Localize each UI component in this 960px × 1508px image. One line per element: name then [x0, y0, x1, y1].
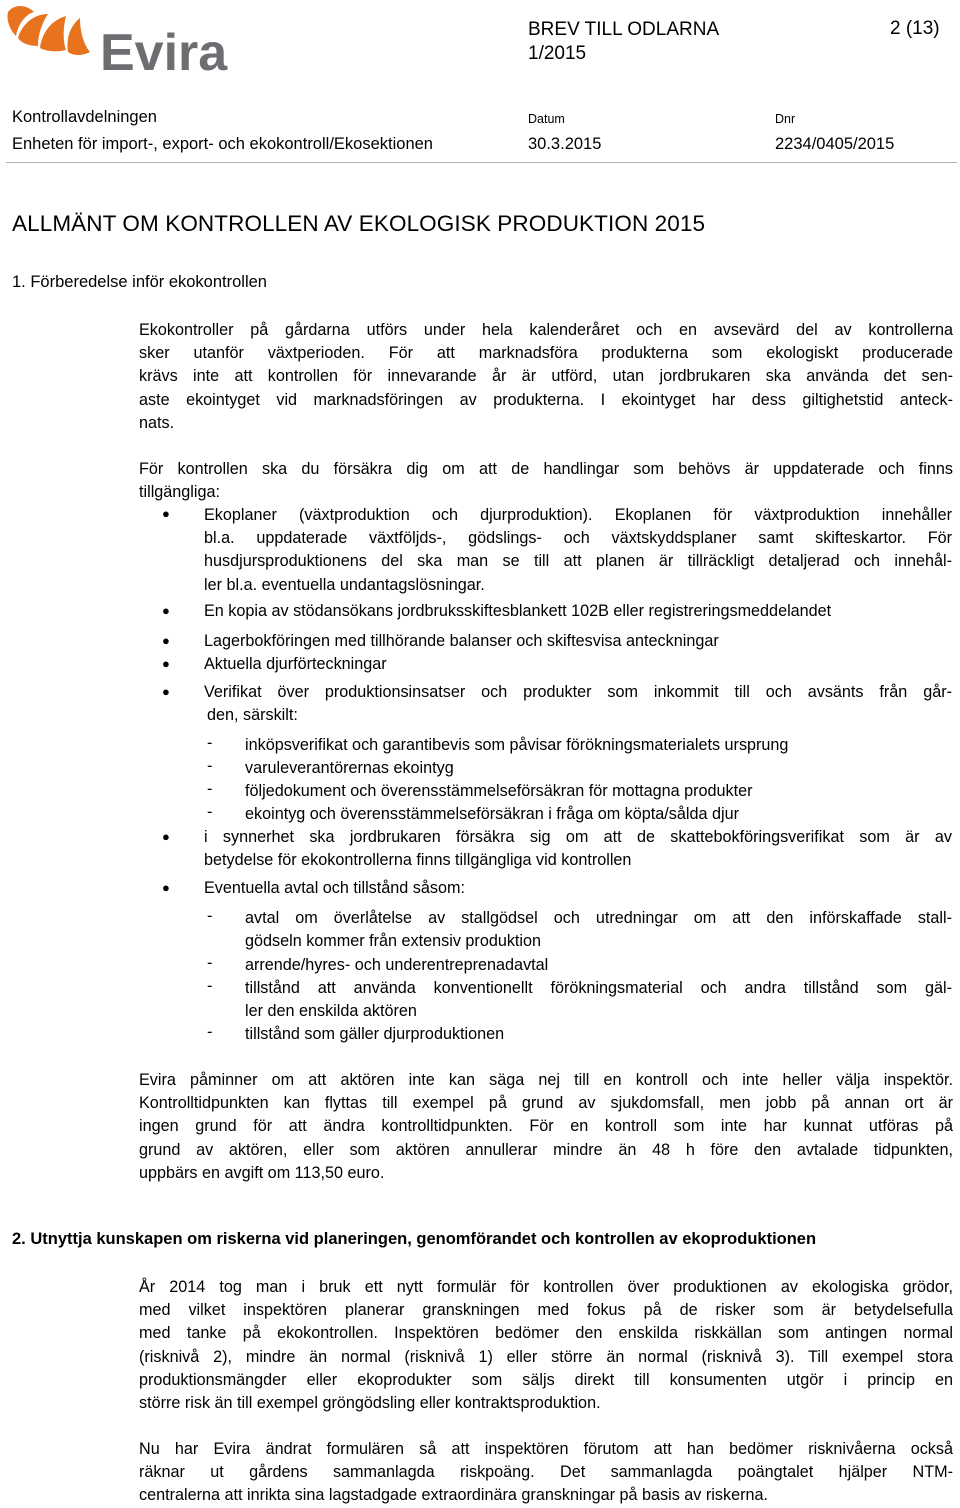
- bullet-icon: ●: [162, 829, 170, 844]
- text-line: med tanke på ekokontrollen. Inspektören bedömer den enskilda riskkällan som antingen normal: [139, 1324, 953, 1343]
- bullet-item-ekoplaner: [204, 504, 952, 597]
- text-line: Ekoplaner (växtproduktion och djurproduktion). Ekoplanen för växtproduktion innehåller: [204, 506, 952, 524]
- text-line: centralerna att inrikta sina lagstadgade extraordinära granskningar på basis av riskerna.: [139, 1486, 768, 1505]
- evira-logo-mark: [4, 2, 244, 74]
- bullet-item-skattebokforing: [204, 826, 952, 872]
- dash-marker: -: [207, 803, 213, 821]
- dash-marker: -: [207, 734, 213, 752]
- letter-title-line-1: BREV TILL ODLARNA: [528, 19, 720, 40]
- section-2-paragraph-1: [139, 1276, 953, 1415]
- text-line: bl.a. uppdaterade växtföljds-, gödslings- och växtskyddsplaner samt skifteskartor. För: [204, 529, 952, 548]
- department-label: Kontrollavdelningen: [12, 108, 157, 126]
- text-line: tillgängliga:: [139, 483, 220, 502]
- section-1-heading: 1. Förberedelse inför ekokontrollen: [12, 273, 267, 291]
- text-line: Ekokontroller på gårdarna utförs under hela kalenderåret och en avsevärd del av kontrollerna: [139, 321, 953, 339]
- text-line: aste ekointyget vid marknadsföringen av produkterna. I ekointyget har dess giltighetstid anteck-: [139, 390, 953, 409]
- header-divider: [6, 162, 957, 163]
- bullet-item-verifikat: [204, 681, 952, 727]
- dash-item: tillstånd som gäller djurproduktionen: [245, 1025, 505, 1043]
- dash-item: varuleverantörernas ekointyg: [245, 759, 454, 777]
- text-line: Evira påminner om att aktören inte kan säga nej till en kontroll och inte heller välja inspektör.: [139, 1071, 953, 1089]
- dash-marker: -: [207, 907, 213, 925]
- bullet-item-djurforteckningar: [204, 653, 952, 676]
- text-line: År 2014 tog man i bruk ett nytt formulär för kontrollen över produktionen av ekologiska grödor,: [139, 1278, 953, 1296]
- text-line: Nu har Evira ändrat formulären så att inspektören förutom att han bedömer risknivåerna också: [139, 1440, 953, 1458]
- text-line: ingen grund för att ändra kontrolltidpunkten. För en kontroll som inte har kunnat utföras på: [139, 1117, 953, 1136]
- bullet-icon: ●: [162, 684, 170, 699]
- dash-item: arrende/hyres- och underentreprenadavtal: [245, 956, 549, 974]
- text-line: räknar ut gårdens sammanlagda riskpoäng. Det sammanlagda poängtalet hjälper NTM-: [139, 1463, 953, 1482]
- bullet-item-stodansokan: [204, 600, 952, 623]
- text-line: sker utanför växtperioden. För att marknadsföra produkterna som ekologiskt producerade: [139, 344, 953, 363]
- bullet-item-lagerbokforing: [204, 630, 952, 653]
- dash-item: inköpsverifikat och garantibevis som påvisar förökningsmaterialets ursprung: [245, 736, 789, 754]
- text-line: större risk än till exempel gröngödsling eller kontraktsproduktion.: [139, 1394, 601, 1413]
- text-line: Kontrolltidpunkten kan flyttas till exempel på grund av sjukdomsfall, men jobb på annan ort är: [139, 1094, 953, 1113]
- text-line: En kopia av stödansökans jordbruksskiftesblankett 102B eller registreringsmeddelandet: [204, 602, 832, 620]
- dash-marker: -: [207, 757, 213, 775]
- text-line: nats.: [139, 413, 175, 432]
- letter-title: [528, 18, 719, 66]
- document-title: ALLMÄNT OM KONTROLLEN AV EKOLOGISK PRODUKTION 2015: [12, 211, 706, 236]
- section-2-heading: 2. Utnyttja kunskapen om riskerna vid planeringen, genomförandet och kontrollen av ekoproduktionen: [12, 1230, 817, 1248]
- text-line: produktionsmängder eller ekoprodukter som säljs direkt till konsumenten utgör i princip en: [139, 1370, 953, 1389]
- bullet-icon: ●: [162, 603, 170, 618]
- page-number: 2 (13): [890, 18, 940, 39]
- text-line: Aktuella djurförteckningar: [204, 655, 387, 673]
- text-line: gödseln kommer från extensiv produktion: [245, 932, 542, 951]
- dash-marker: -: [207, 977, 213, 995]
- text-line: avtal om överlåtelse av stallgödsel och utredningar om att den införskaffade stall-: [245, 909, 952, 927]
- dash-item: följedokument och överensstämmelseförsäkran för mottagna produkter: [245, 782, 753, 800]
- date-value: 30.3.2015: [528, 135, 602, 153]
- text-line: ler den enskilda aktören: [245, 1002, 417, 1021]
- text-line: med vilket inspektören planerar granskningen med fokus på de risker som är betydelsefulla: [139, 1301, 953, 1320]
- evira-logo: [4, 2, 244, 74]
- dash-marker: -: [207, 780, 213, 798]
- dnr-value: 2234/0405/2015: [775, 135, 895, 153]
- text-line: tillstånd att använda konventionellt förökningsmaterial och andra tillstånd som gäl-: [245, 979, 952, 997]
- text-line: Lagerbokföringen med tillhörande balanser och skiftesvisa anteckningar: [204, 632, 719, 650]
- text-line: Verifikat över produktionsinsatser och produkter som inkommit till och avsänts från går-: [204, 683, 952, 701]
- text-line: krävs inte att kontrollen för innevarande år är utförd, utan jordbrukaren ska använda det sen-: [139, 367, 953, 386]
- text-line: (risknivå 2), mindre än normal (risknivå 1) eller större än normal (risknivå 3). Till exempel stora: [139, 1347, 953, 1366]
- bullet-icon: ●: [162, 880, 170, 895]
- dash-item: [245, 977, 952, 1023]
- text-line: Eventuella avtal och tillstånd såsom:: [204, 879, 465, 897]
- dnr-label: Dnr: [775, 112, 796, 126]
- text-line: grund av aktören, eller som aktören annullerar mindre än 48 h före den avtalade tidpunkten,: [139, 1140, 953, 1159]
- text-line: husdjursproduktionens del ska man se till att planen är tillräckligt detaljerad och innehål-: [204, 552, 952, 571]
- section-1-paragraph-3: [139, 1069, 953, 1185]
- bullet-item-avtal: [204, 877, 952, 900]
- text-line: betydelse för ekokontrollerna finns tillgängliga vid kontrollen: [204, 851, 632, 870]
- section-1-paragraph-1: [139, 319, 953, 435]
- text-line: För kontrollen ska du försäkra dig om att de handlingar som behövs är uppdaterade och finns: [139, 460, 953, 478]
- bullet-icon: ●: [162, 656, 170, 671]
- letter-title-line-2: 1/2015: [528, 43, 587, 64]
- text-line: ler bl.a. eventuella undantagslösningar.: [204, 575, 485, 594]
- dash-item: ekointyg och överensstämmelseförsäkran i fråga om köpta/sålda djur: [245, 805, 739, 823]
- date-label: Datum: [528, 112, 565, 126]
- bullet-icon: ●: [162, 506, 170, 521]
- unit-name: Enheten för import-, export- och ekokontroll/Ekosektionen: [12, 135, 433, 153]
- text-line: i synnerhet ska jordbrukaren försäkra sig om att de skattebokföringsverifikat som är av: [204, 828, 952, 846]
- bullet-icon: ●: [162, 633, 170, 648]
- svg-text:Evira: Evira: [100, 24, 228, 74]
- text-line: den, särskilt:: [207, 706, 298, 725]
- text-line: uppbärs en avgift om 113,50 euro.: [139, 1163, 385, 1182]
- dash-marker: -: [207, 954, 213, 972]
- dash-marker: -: [207, 1023, 213, 1041]
- section-1-paragraph-2: [139, 458, 953, 504]
- dash-item: [245, 907, 952, 953]
- section-2-paragraph-2: [139, 1438, 953, 1508]
